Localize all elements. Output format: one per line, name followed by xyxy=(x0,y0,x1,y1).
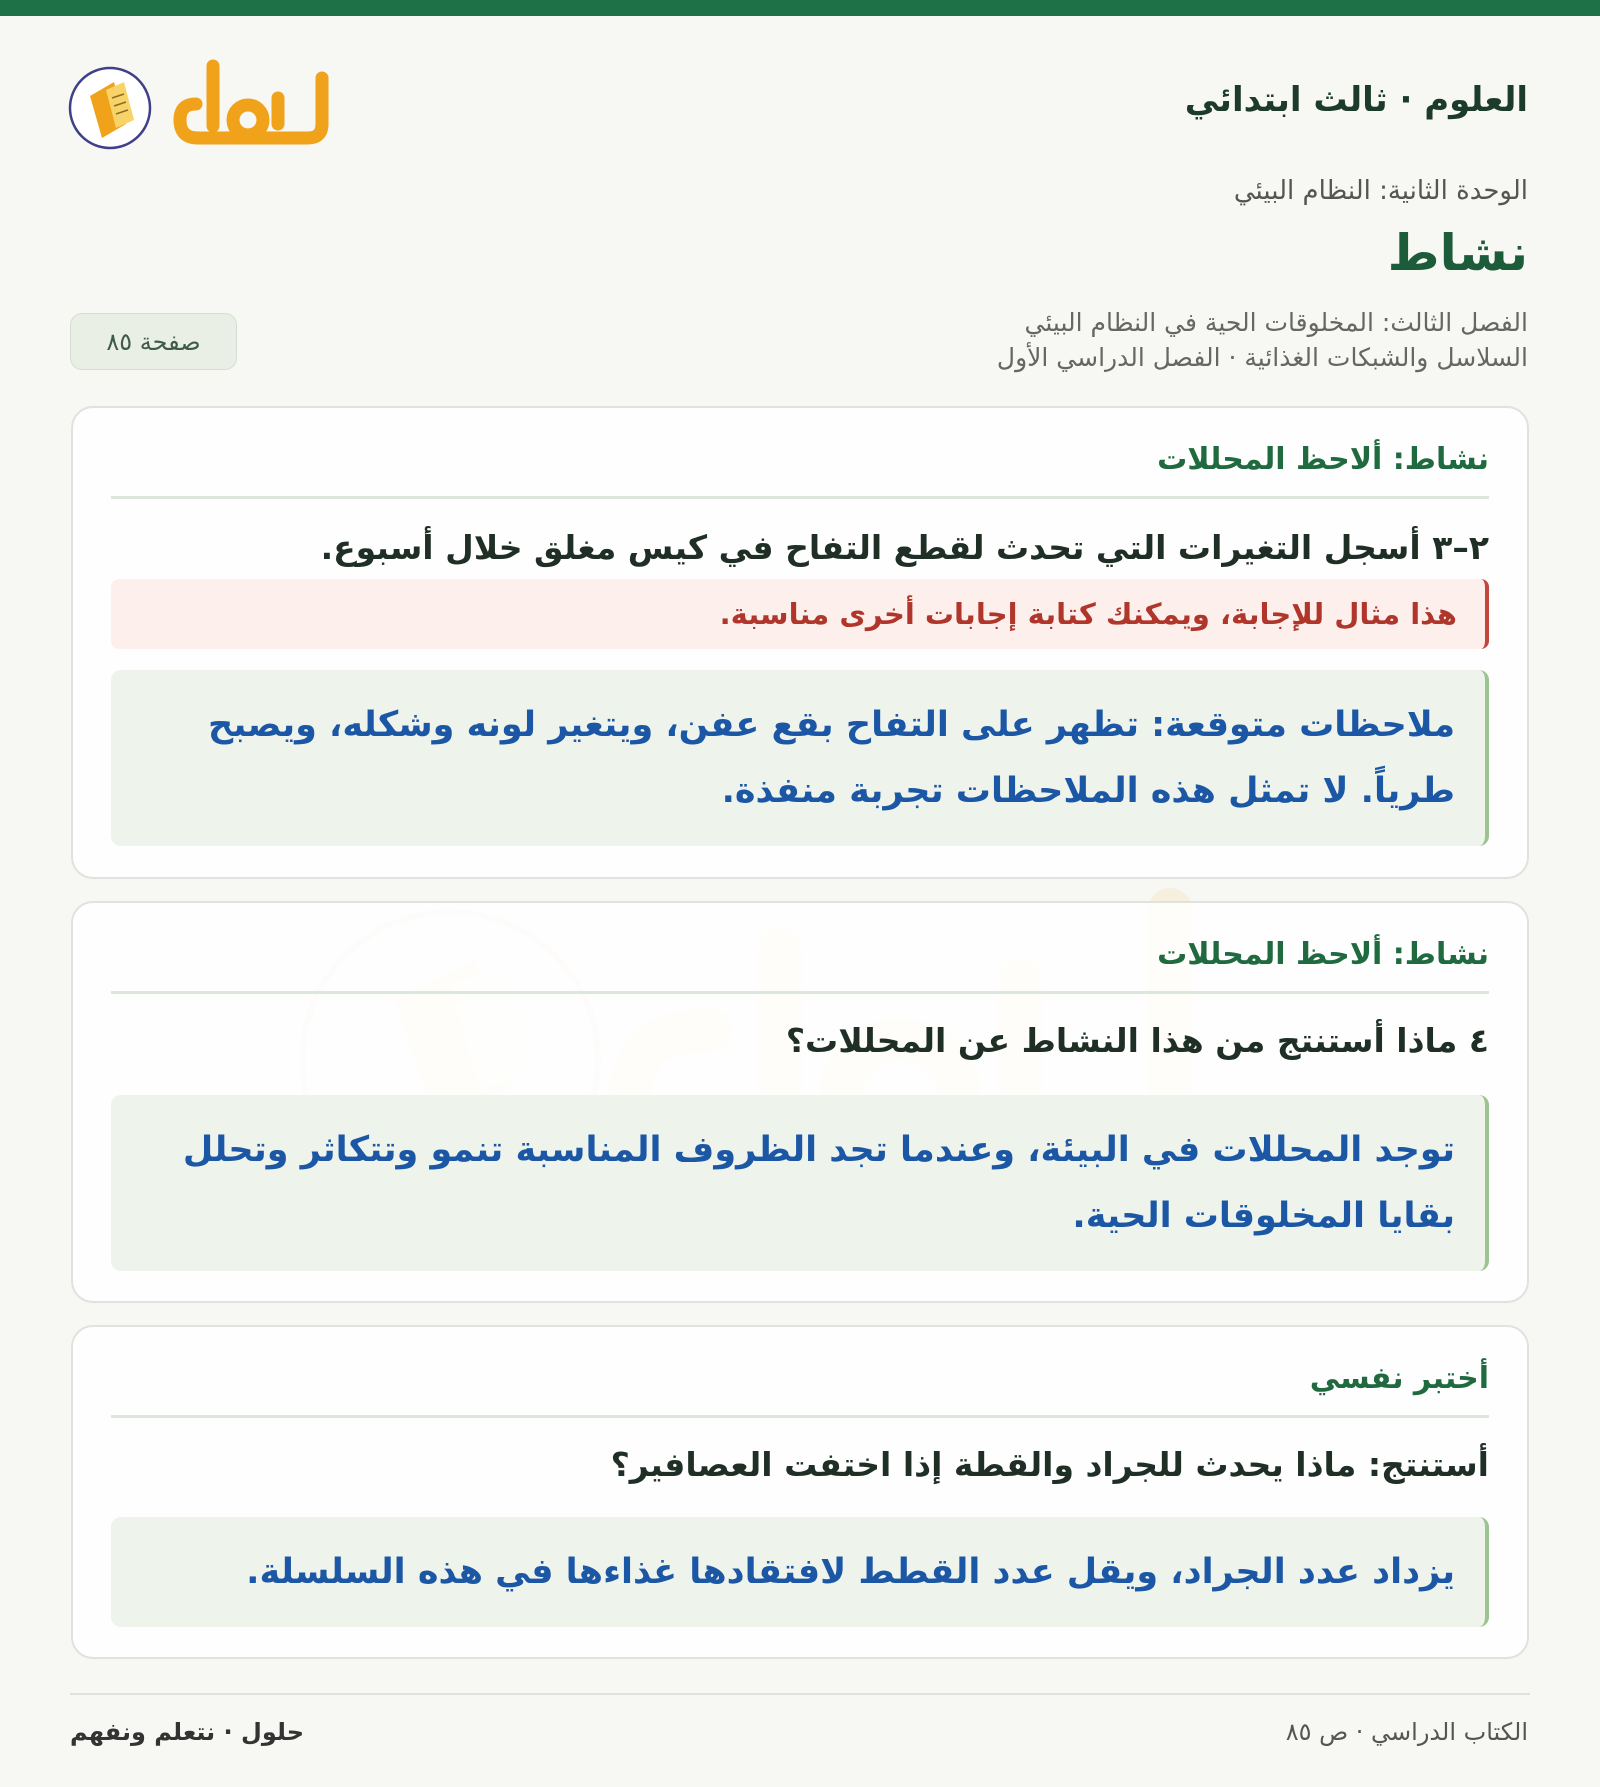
footer-brand: حلول · نتعلم ونفهم xyxy=(70,1718,304,1746)
chapter-label: الفصل الثالث: المخلوقات الحية في النظام البيئي xyxy=(1024,308,1528,337)
page-number-badge: صفحة ٨٥ xyxy=(70,313,237,370)
card-title: أختبر نفسي xyxy=(1309,1361,1489,1396)
page-title: نشاط xyxy=(1387,224,1528,282)
activity-card xyxy=(71,901,1529,1303)
subject-title: العلوم · ثالث ابتدائي xyxy=(1184,80,1528,120)
answer-box: يزداد عدد الجراد، ويقل عدد القطط لافتقادها غذاءها في هذه السلسلة. xyxy=(111,1517,1489,1627)
question-text: ٤ ماذا أستنتج من هذا النشاط عن المحللات؟ xyxy=(785,1021,1489,1060)
hulul-logo-icon xyxy=(68,46,338,156)
footer-divider xyxy=(70,1693,1530,1695)
answer-note: هذا مثال للإجابة، ويمكنك كتابة إجابات أخرى مناسبة. xyxy=(111,579,1489,649)
activity-card xyxy=(71,406,1529,879)
card-title: نشاط: ألاحظ المحللات xyxy=(1157,442,1489,477)
self-test-card xyxy=(71,1325,1529,1659)
lesson-label: السلاسل والشبكات الغذائية · الفصل الدراسي الأول xyxy=(996,343,1528,372)
card-divider xyxy=(111,1415,1489,1418)
answer-box: ملاحظات متوقعة: تظهر على التفاح بقع عفن، ويتغير لونه وشكله، ويصبح طرياً. لا تمثل هذه الملاحظات تجربة منفذة. xyxy=(111,670,1489,846)
card-divider xyxy=(111,991,1489,994)
unit-label: الوحدة الثانية: النظام البيئي xyxy=(1233,176,1528,206)
card-divider xyxy=(111,496,1489,499)
card-title: نشاط: ألاحظ المحللات xyxy=(1157,937,1489,972)
footer-book-page: الكتاب الدراسي · ص ٨٥ xyxy=(1285,1718,1528,1746)
question-text: أستنتج: ماذا يحدث للجراد والقطة إذا اختفت العصافير؟ xyxy=(610,1445,1489,1484)
question-text: ٢–٣ أسجل التغيرات التي تحدث لقطع التفاح في كيس مغلق خلال أسبوع. xyxy=(320,528,1489,567)
answer-box: توجد المحللات في البيئة، وعندما تجد الظروف المناسبة تنمو وتتكاثر وتحلل بقايا المخلوقات الحية. xyxy=(111,1095,1489,1271)
top-accent-bar xyxy=(0,0,1600,16)
